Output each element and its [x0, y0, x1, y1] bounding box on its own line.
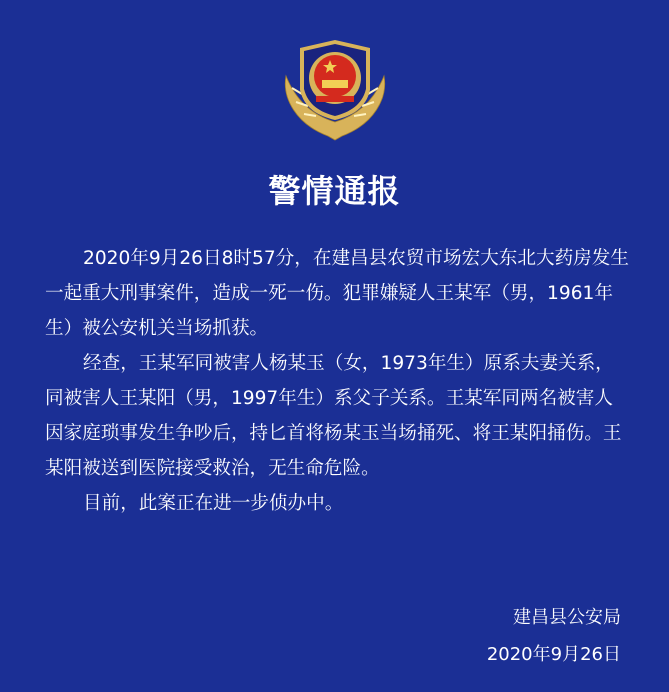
body-line: 生）被公安机关当场抓获。 — [45, 318, 269, 339]
body-line: 某阳被送到医院接受救治，无生命危险。 — [45, 458, 380, 479]
body-line: 一起重大刑事案件，造成一死一伤。犯罪嫌疑人王某军（男，1961年 — [45, 283, 613, 304]
body-line: 2020年9月26日8时57分，在建昌县农贸市场宏大东北大药房发生 — [83, 248, 629, 269]
body-line: 同被害人王某阳（男，1997年生）系父子关系。王某军同两名被害人 — [45, 388, 613, 409]
page-title: 警情通报 — [268, 172, 401, 210]
body-line: 目前，此案正在进一步侦办中。 — [83, 493, 344, 514]
body-line: 因家庭琐事发生争吵后，持匕首将杨某玉当场捅死、将王某阳捅伤。王 — [45, 423, 622, 444]
police-emblem-icon — [278, 36, 392, 144]
body-line: 经查，王某军同被害人杨某玉（女，1973年生）原系夫妻关系， — [83, 353, 614, 374]
issuer: 建昌县公安局 — [513, 607, 621, 628]
issue-date: 2020年9月26日 — [486, 644, 621, 665]
